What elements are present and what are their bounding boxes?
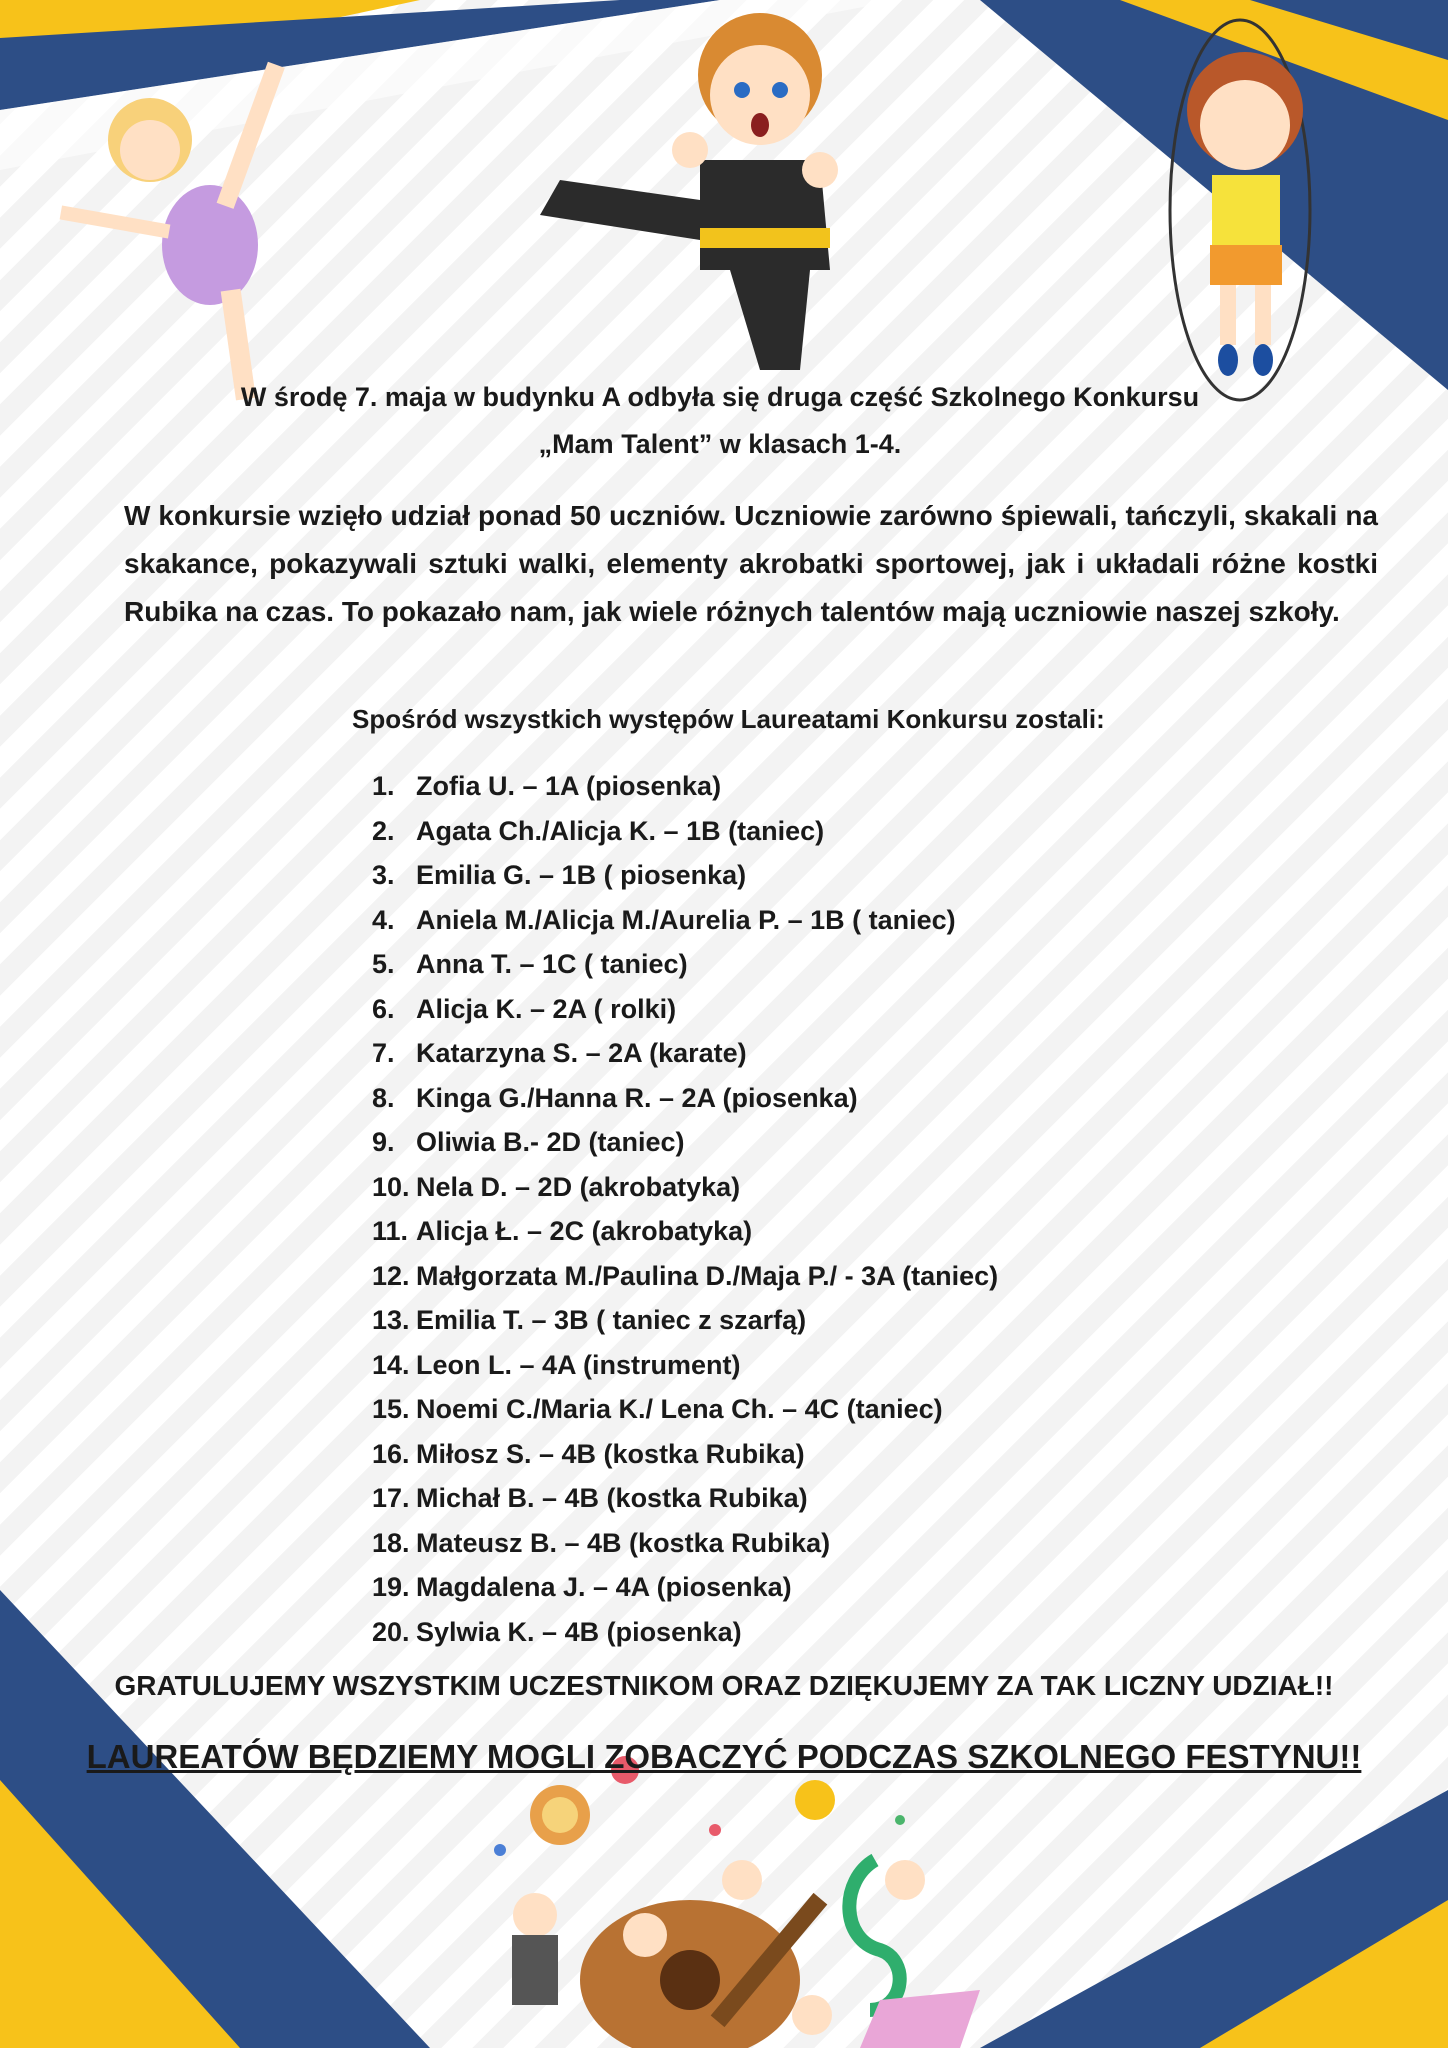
laureate-text: Nela D. – 2D (akrobatyka)	[416, 1171, 741, 1202]
laureate-number: 15.	[372, 1394, 410, 1424]
laureate-number: 14.	[372, 1349, 410, 1380]
laureate-number: 7.	[372, 1038, 395, 1068]
laureate-number: 18.	[372, 1527, 410, 1558]
laureate-item	[372, 898, 998, 943]
laureate-number: 17.	[372, 1483, 410, 1513]
intro-paragraph: W konkursie wzięło udział ponad 50 uczniów. Uczniowie zarówno śpiewali, tańczyli, skakali na skakance, pokazywali sztuki walki, elementy akrobatki sportowej, jak i układali różne kostki Rubika na czas. To pokazało nam, jak wiele różnych talentów mają uczniowie naszej szkoły.	[124, 500, 1378, 627]
laureate-text: Magdalena J. – 4A (piosenka)	[416, 1572, 792, 1602]
laureate-text: Katarzyna S. – 2A (karate)	[416, 1038, 747, 1068]
laureate-item	[372, 1031, 998, 1076]
laureate-number: 19.	[372, 1572, 410, 1602]
laureate-text: Alicja Ł. – 2C (akrobatyka)	[416, 1216, 753, 1246]
laureate-text: Michał B. – 4B (kostka Rubika)	[416, 1483, 808, 1513]
laureate-item	[372, 1387, 998, 1432]
laureate-number: 20.	[372, 1616, 410, 1647]
laureate-text: Kinga G./Hanna R. – 2A (piosenka)	[416, 1082, 858, 1113]
laureate-item	[372, 1565, 998, 1610]
laureate-text: Mateusz B. – 4B (kostka Rubika)	[416, 1527, 831, 1558]
laureate-item	[372, 1209, 998, 1254]
laureate-text: Emilia G. – 1B ( piosenka)	[416, 860, 747, 890]
laureate-text: Anna T. – 1C ( taniec)	[416, 949, 688, 979]
laureate-item	[372, 1076, 998, 1121]
laureate-item	[372, 1120, 998, 1165]
laureate-item	[372, 1610, 998, 1655]
laureate-number: 4.	[372, 904, 395, 935]
laureate-text: Alicja K. – 2A ( rolki)	[416, 993, 677, 1024]
laureate-item	[372, 853, 998, 898]
congratulations-text: GRATULUJEMY WSZYSTKIM UCZESTNIKOM ORAZ DZIĘKUJEMY ZA TAK LICZNY UDZIAŁ!!	[114, 1670, 1334, 1701]
laureate-text: Noemi C./Maria K./ Lena Ch. – 4C (taniec)	[416, 1394, 943, 1424]
laureate-item	[372, 1298, 998, 1343]
festival-notice: LAUREATÓW BĘDZIEMY MOGLI ZOBACZYĆ PODCZAS SZKOLNEGO FESTYNU!!	[86, 1738, 1362, 1775]
laureate-item	[372, 1254, 998, 1299]
headline-line-2: „Mam Talent” w klasach 1-4.	[538, 429, 902, 459]
laureate-text: Oliwia B.- 2D (taniec)	[416, 1127, 685, 1157]
laureate-text: Aniela M./Alicja M./Aurelia P. – 1B ( taniec)	[416, 904, 956, 935]
laureate-number: 10.	[372, 1171, 410, 1202]
laureate-number: 16.	[372, 1438, 410, 1469]
headline-line-1: W środę 7. maja w budynku A odbyła się druga część Szkolnego Konkursu	[240, 382, 1200, 412]
laureate-item	[372, 1432, 998, 1477]
laureate-text: Emilia T. – 3B ( taniec z szarfą)	[416, 1305, 807, 1335]
laureate-item	[372, 764, 998, 809]
laureate-number: 11.	[372, 1216, 409, 1246]
laureate-item	[372, 809, 998, 854]
laureate-number: 3.	[372, 860, 395, 890]
laureate-item	[372, 942, 998, 987]
laureate-number: 9.	[372, 1127, 395, 1157]
laureate-number: 5.	[372, 949, 395, 979]
laureate-text: Sylwia K. – 4B (piosenka)	[416, 1616, 742, 1647]
laureate-text: Małgorzata M./Paulina D./Maja P./ - 3A (taniec)	[416, 1260, 999, 1291]
laureate-item	[372, 987, 998, 1032]
laureate-number: 12.	[372, 1260, 410, 1291]
laureate-number: 8.	[372, 1082, 395, 1113]
laureate-number: 2.	[372, 815, 395, 846]
laureate-item	[372, 1476, 998, 1521]
laureate-text: Miłosz S. – 4B (kostka Rubika)	[416, 1438, 805, 1469]
laureate-item	[372, 1165, 998, 1210]
laureate-item	[372, 1521, 998, 1566]
laureate-number: 6.	[372, 993, 395, 1024]
laureate-text: Zofia U. – 1A (piosenka)	[416, 771, 722, 801]
laureate-text: Leon L. – 4A (instrument)	[416, 1349, 741, 1380]
laureate-item	[372, 1343, 998, 1388]
laureate-number: 13.	[372, 1305, 410, 1335]
laureates-lead: Spośród wszystkich występów Laureatami Konkursu zostali:	[352, 704, 1105, 734]
laureates-list	[372, 764, 998, 1654]
laureate-number: 1.	[372, 771, 395, 801]
laureate-text: Agata Ch./Alicja K. – 1B (taniec)	[416, 815, 825, 846]
